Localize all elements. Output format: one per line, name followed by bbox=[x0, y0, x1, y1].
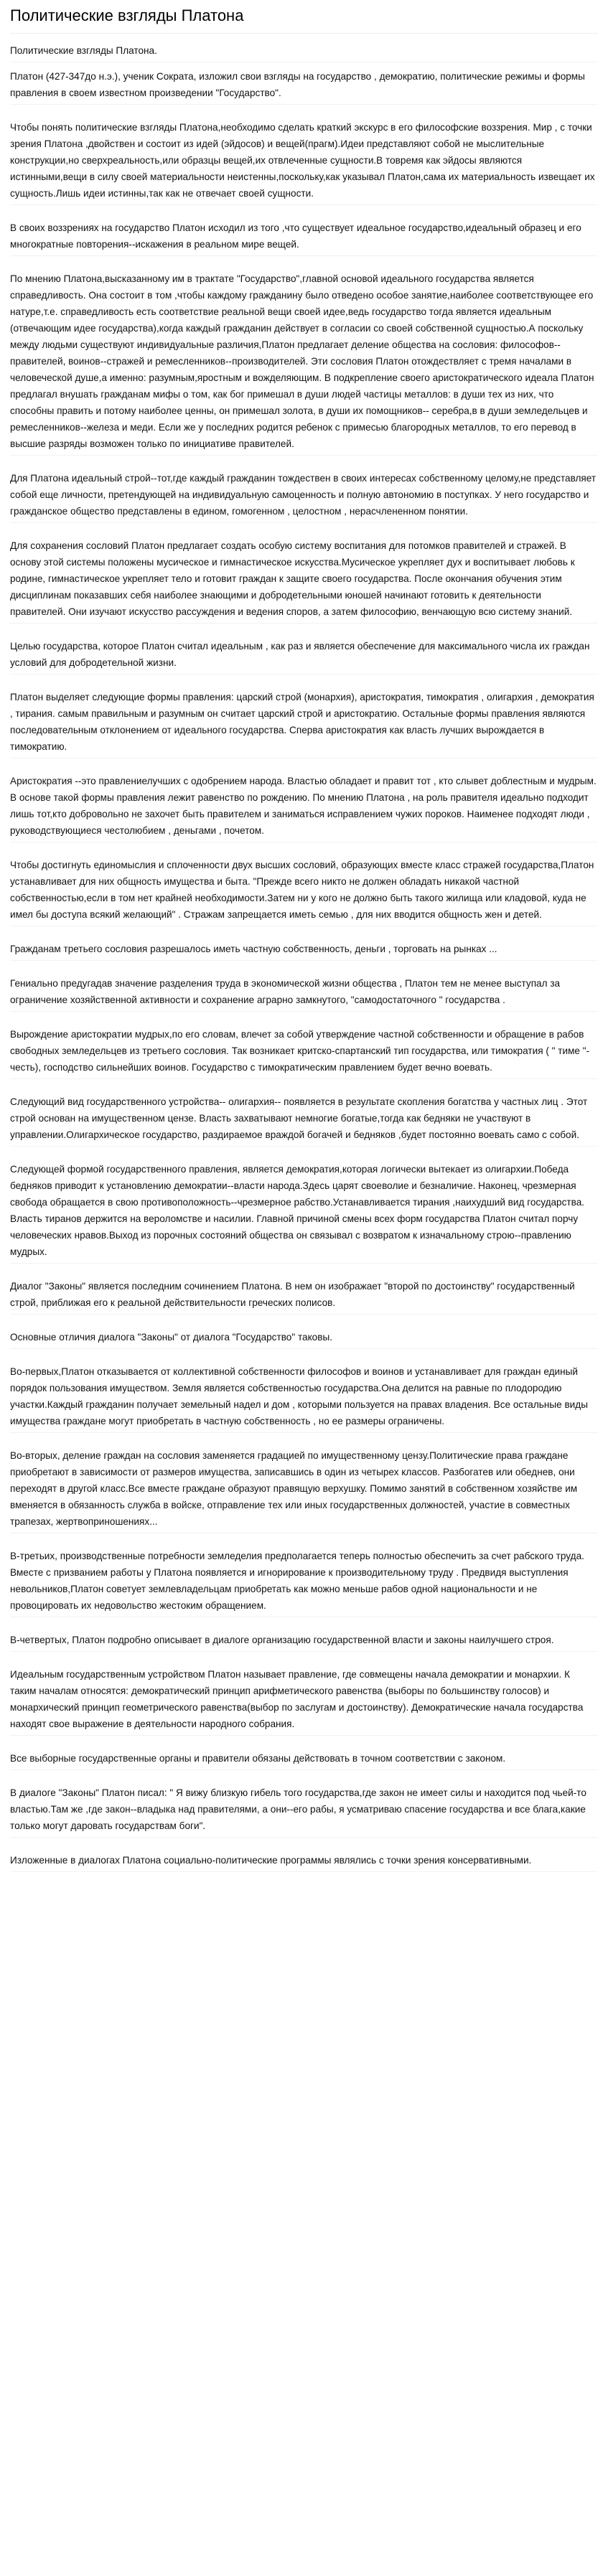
paragraph: Изложенные в диалогах Платона социально-политические программы являлись с точки зрения консервативными. bbox=[10, 1852, 598, 1872]
paragraph: Политические взгляды Платона. bbox=[10, 42, 598, 62]
paragraph: В своих воззрениях на государство Платон исходил из того ,что существует идеальное государство,идеальный образец и его многократные повторения--искажения в реальном мире вещей. bbox=[10, 220, 598, 256]
paragraph: Для Платона идеальный строй--тот,где каждый гражданин тождествен в своих интересах собственному целому,не представляет собой еще личности, претендующей на индивидуальную самоценность и полную автономию в поступках. У него государство и гражданское общество представлены в едином, гомогенном , целостном , нерасчлененном понятии. bbox=[10, 470, 598, 523]
paragraph: Следующей формой государственного правления, является демократия,которая логически вытекает из олигархии.Победа бедняков приводит к установлению демократии--власти народа.Здесь царят своеволие и безналичие. Наконец, чрезмерная свобода обращается в свою противоположность--чрезмерное рабство.Устанавливается тирания ,наихудший вид государства. Власть тиранов держится на вероломстве и насилии. Главной причиной смены всех форм государства Платон считал порчу человеческих нравов.Выход из порочных состояний общества он связывал с возвратом к изначальному строю--правлению мудрых. bbox=[10, 1161, 598, 1264]
paragraph: Чтобы понять политические взгляды Платона,необходимо сделать краткий экскурс в его философские воззрения. Мир , с точки зрения Платона ,двойствен и состоит из идей (эйдосов) и вещей(прагм).Идеи представляют собой не мыслительные конструкции,но сверхреальность,или образцы вещей,их отвлеченные сущности.В товремя как эйдосы являются истинными,вещи в силу своей материальности неистенны,поскольку,как указывал Платон,сама их материальность извещает их сущность.Лишь идеи истинны,так как не отвечает своей сущности. bbox=[10, 119, 598, 205]
paragraph: Основные отличия диалога "Законы" от диалога "Государство" таковы. bbox=[10, 1329, 598, 1349]
paragraph: Для сохранения сословий Платон предлагает создать особую систему воспитания для потомков правителей и стражей. В основу этой системы положены мусическое и гимнастическое искусства.Мусическое укрепляет дух и воспитывает любовь к родине, гимнастическое укрепляет тело и готовит граждан к защите своего государства. После окончания обучения этим дисциплинам показавших себя наиболее знающими и добродетельными юношей начинают готовить к деятельности правителей. Они изучают искусство рассуждения и ведения споров, а затем философию, венчающую всю систему знаний. bbox=[10, 537, 598, 624]
paragraph: В-третьих, производственные потребности земледелия предполагается теперь полностью обеспечить за счет рабского труда. Вместе с призванием работы у Платона появляется и игнорирование к производительному труду . Предвидя выступления невольников,Платон советует землевладельцам приобретать как можно меньше рабов одной национальности и не провоцировать их недовольство жестоким обращением. bbox=[10, 1548, 598, 1617]
paragraph: Все выборные государственные органы и правители обязаны действовать в точном соответствии с законом. bbox=[10, 1750, 598, 1770]
paragraph: Аристократия --это правлениелучших с одобрением народа. Властью обладает и правит тот , кто слывет доблестным и мудрым. В основе такой формы правления лежит равенство по рождению. По мнению Платона , на роль правителя идеально подходит лишь тот,кто добровольно не захочет быть правителем и заниматься исправлением чужих пороков. Наименее подходят люди , руководствующиеся честолюбием , деньгами , почетом. bbox=[10, 773, 598, 842]
page-title: Политические взгляды Платона bbox=[10, 6, 244, 24]
paragraph: Вырождение аристократии мудрых,по его словам, влечет за собой утверждение частной собственности и обращение в рабов свободных земледельцев из третьего сословия. Так возникает критско-спартанский тип государства, или тимократия ( " тиме "- честь), господство сильнейших воинов. Государство с тимократическим правлением будет вечно воевать. bbox=[10, 1026, 598, 1079]
paragraph: В-четвертых, Платон подробно описывает в диалоге организацию государственной власти и законы наилучшего строя. bbox=[10, 1632, 598, 1652]
document-body bbox=[10, 42, 598, 1872]
title-divider bbox=[10, 33, 598, 34]
paragraph: Гражданам третьего сословия разрешалось иметь частную собственность, деньги , торговать на рынках ... bbox=[10, 941, 598, 961]
paragraph: Платон (427-347до н.э.), ученик Сократа, изложил свои взгляды на государство , демократию, политические режимы и формы правления в своем известном произведении "Государство". bbox=[10, 68, 598, 105]
paragraph: В диалоге "Законы" Платон писал: " Я вижу близкую гибель того государства,где закон не имеет силы и находится под чьей-то властью.Там же ,где закон--владыка над правителями, а они--его рабы, я усматриваю спасение государства и все блага,какие только могут даровать государствам боги". bbox=[10, 1785, 598, 1838]
paragraph: Следующий вид государственного устройства-- олигархия-- появляется в результате скопления богатства у частных лиц . Этот строй основан на имущественном цензе. Власть захватывают немногие богатые,тогда как бедняки не участвуют в управлении.Олигархическое государство, раздираемое враждой богачей и бедняков ,будет постоянно воевать само с собой. bbox=[10, 1094, 598, 1147]
paragraph: Во-первых,Платон отказывается от коллективной собственности философов и воинов и устанавливает для граждан единый порядок пользования имуществом. Земля является собственностью государства.Она делится на равные по плодородию участки.Каждый гражданин получает земельный надел и дом , которыми пользуется на правах владения. Все остальные виды имущества граждане могут приобретать в частную собственность , но ее размеры ограничены. bbox=[10, 1363, 598, 1433]
paragraph: Во-вторых, деление граждан на сословия заменяется градацией по имущественному цензу.Политические права граждане приобретают в зависимости от размеров имущества, записавшись в один из четырех классов. Разбогатев или обеднев, они переходят в другой класс.Все вместе граждане образуют правящую верхушку. Помимо занятий в собственном хозяйстве им вменяется в обязанность служба в войске, отправление тех или иных государственных должностей, участие в совместных трапезах, жертвоприношениях... bbox=[10, 1447, 598, 1533]
paragraph: Целью государства, которое Платон считал идеальным , как раз и является обеспечение для максимального числа их граждан условий для добродетельной жизни. bbox=[10, 638, 598, 674]
paragraph: Идеальным государственным устройством Платон называет правление, где совмещены начала демократии и монархии. К таким началам относятся: демократический принцип арифметического равенства (выборы по большинству голосов) и монархический принцип геометрического равенства(выбор по заслугам и достоинству). Демократические начала государства находят свое выражение в деятельности народного собрания. bbox=[10, 1666, 598, 1736]
paragraph: Диалог "Законы" является последним сочинением Платона. В нем он изображает "второй по достоинству" государственный строй, приближая его к реальной действительности греческих полисов. bbox=[10, 1278, 598, 1315]
paragraph: Платон выделяет следующие формы правления: царский строй (монархия), аристократия, тимократия , олигархия , демократия , тирания. самым правильным и разумным он считает царский строй и аристократию. Остальные формы правления являются последовательным отклонением от идеального государства. Сперва аристократия как власть лучших вырождается в тимократию. bbox=[10, 689, 598, 758]
paragraph: Гениально предугадав значение разделения труда в экономической жизни общества , Платон тем не менее выступал за ограничение хозяйственной активности и сохранение аграрно замкнутого, "самодостаточного " государства . bbox=[10, 975, 598, 1012]
paragraph: Чтобы достигнуть единомыслия и сплоченности двух высших сословий, образующих вместе класс стражей государства,Платон устанавливает для них общность имущества и быта. "Прежде всего никто не должен обладать никакой частной собственностью,если в том нет крайней необходимости.Затем ни у кого не должно быть такого жилища или кладовой, куда не имел бы доступа всякий желающий" . Стражам запрещается иметь семью , для них вводится общность жен и детей. bbox=[10, 857, 598, 926]
paragraph: По мнению Платона,высказанному им в трактате "Государство",главной основой идеального государства является справедливость. Она состоит в том ,чтобы каждому гражданину было отведено особое занятие,наиболее соответствующее его натуре,т.е. справедливость есть соответствие реальной вещи своей идее,ведь государство тогда является идеальным (отвечающим идее государства),когда каждый гражданин действует в согласии со своей собственной сущностью.А поскольку между людьми существуют индивидуальные различия,Платон предлагает деление общества на сословия: философов--правителей, воинов--стражей и ремесленников--производителей. Эти сословия Платон отождествляет с тремя началами в человеческой душе,а именно: разумным,яростным и вожделяющим. В подкрепление своего аристократического идеала Платон предлагал внушать гражданам мифы о том, как бог примешал в души людей частицы металлов: в души тех из них, что способны править и потому наиболее ценны, он примешал золота, в души их помощников-- серебра,в в души земледельцев и ремесленников--железа и меди. Если же у последних родится ребенок с примесью благородных металлов, то его перевод в высшие разряды возможен только по инициативе правителей. bbox=[10, 271, 598, 456]
